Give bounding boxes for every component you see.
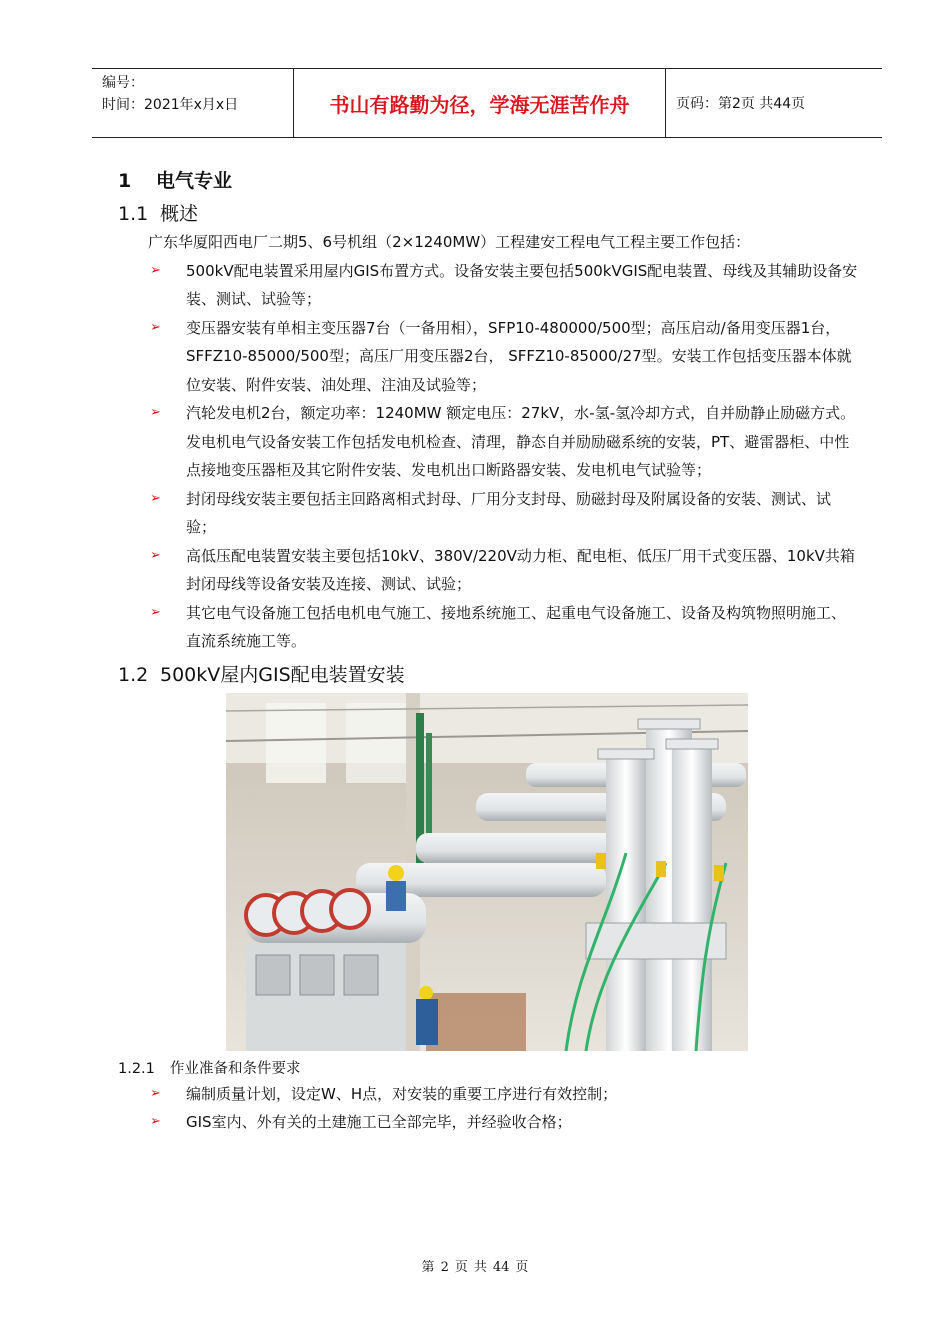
header-page-label: 页码：第2页 共44页 [676,96,806,112]
subsubsection-heading-1-2-1 [118,1057,860,1078]
preparation-bullet-list [118,1080,860,1137]
list-item: ➢ GIS室内、外有关的土建施工已全部完毕，并经验收合格； [118,1108,860,1137]
header-meta [92,69,293,137]
arrow-bullet-icon: ➢ [150,547,161,563]
subsection-title: 概述 [160,203,199,225]
list-item: ➢ 封闭母线安装主要包括主回路离相式封母、厂用分支封母、励磁封母及附属设备的安装、测试、试验； [118,485,860,542]
arrow-bullet-icon: ➢ [150,262,161,278]
subsubsection-title: 作业准备和条件要求 [170,1060,301,1077]
list-item: ➢ 500kV配电装置采用屋内GIS布置方式。设备安装主要包括500kVGIS配电装置、母线及其辅助设备安装、测试、试验等； [118,257,860,314]
page-footer: 第 2 页 共 44 页 [421,1260,529,1275]
subsection-number: 1.1 [118,203,149,225]
list-item: ➢ 变压器安装有单相主变压器7台（一备用相），SFP10-480000/500型；高压启动/备用变压器1台，SFFZ10-85000/500型；高压厂用变压器2台， SFFZ10-85000/27型。安装工作包括变压器本体就位安装、附件安装、油处理、注油及试验等； [118,314,860,400]
document-body [118,158,860,1137]
subsection-heading-1-1 [118,199,860,226]
page-header [92,68,882,138]
arrow-bullet-icon: ➢ [150,604,161,620]
overview-bullet-list [118,257,860,656]
footer-page-number: 2 [440,1260,449,1275]
document-number-label: 编号： [102,75,144,91]
subsection-title: 500kV屋内GIS配电装置安装 [160,663,405,686]
footer-total-pages: 44 [492,1260,510,1275]
section-heading-1 [118,166,860,193]
subsection-heading-1-2 [118,660,860,687]
section-title: 电气专业 [156,170,233,192]
subsubsection-number: 1.2.1 [118,1060,155,1077]
list-item: ➢ 汽轮发电机2台，额定功率：1240MW 额定电压：27kV，水-氢-氢冷却方式，自并励静止励磁方式。发电机电气设备安装工作包括发电机检查、清理，静态自并励励磁系统的安装，PT、避雷器柜、中性点接地变压器柜及其它附件安装、发电机出口断路器安装、发电机电气试验等； [118,399,860,485]
overview-intro: 广东华厦阳西电厂二期5、6号机组（2×1240MW）工程建安工程电气工程主要工作包括： [148,233,751,251]
list-item: ➢ 其它电气设备施工包括电机电气施工、接地系统施工、起重电气设备施工、设备及构筑物照明施工、直流系统施工等。 [118,599,860,656]
header-motto: 书山有路勤为径，学海无涯苦作舟 [293,69,666,137]
list-item: ➢ 编制质量计划，设定W、H点，对安装的重要工序进行有效控制； [118,1080,860,1109]
arrow-bullet-icon: ➢ [150,319,161,335]
section-number: 1 [118,170,132,192]
arrow-bullet-icon: ➢ [150,490,161,506]
list-item: ➢ 高低压配电装置安装主要包括10kV、380V/220V动力柜、配电柜、低压厂用干式变压器、10kV共箱封闭母线等设备安装及连接、测试、试验； [118,542,860,599]
arrow-bullet-icon: ➢ [150,1114,161,1129]
document-time-label: 时间：2021年x月x日 [102,97,239,113]
arrow-bullet-icon: ➢ [150,1085,161,1101]
arrow-bullet-icon: ➢ [150,405,161,420]
subsection-number: 1.2 [118,663,149,686]
gis-installation-photo [226,693,748,1051]
